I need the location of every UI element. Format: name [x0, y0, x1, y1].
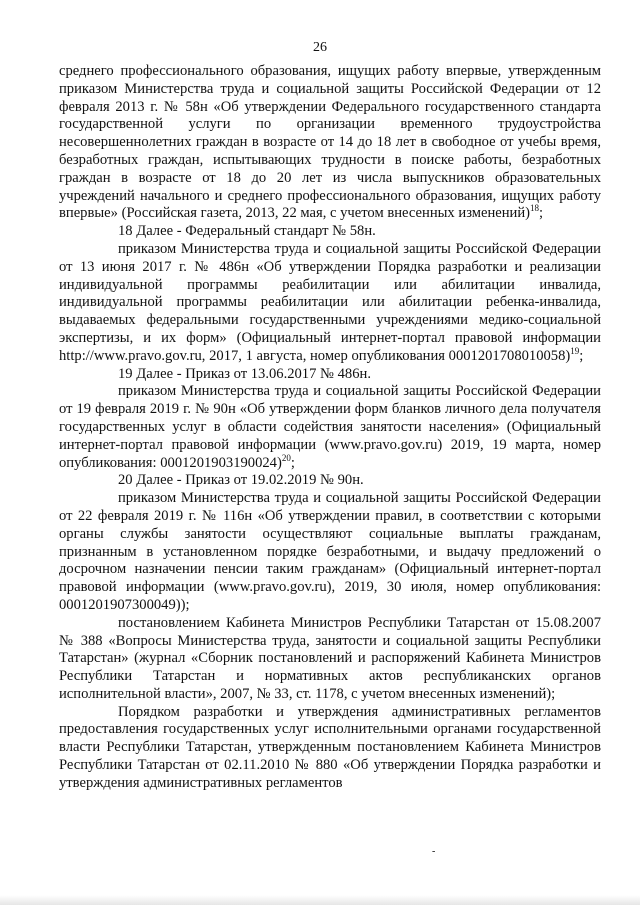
- footnote-20: [59, 472, 601, 490]
- paragraph-resolution-388: [59, 615, 601, 704]
- bottom-mark: -: [432, 846, 436, 857]
- paragraph-order-58n: [59, 63, 601, 223]
- paragraph-text: постановлением Кабинета Министров Республики Татарстан от 15.08.2007 № 388 «Вопросы Министерства труда, занятости и социальной защиты Республики Татарстан» (журнал «Сборник постановлений и распоряжений Кабинета Министров Республики Татарстан и нормативных актов республиканских органов исполнительной власти», 2007, № 33, ст. 1178, с учетом внесенных изменений);: [59, 614, 601, 702]
- footnote-ref: 19: [570, 345, 580, 356]
- paragraph-order-90n: [59, 383, 601, 472]
- footnote-ref: 18: [530, 203, 540, 214]
- paragraph-tail: ;: [539, 205, 544, 222]
- paragraph-text: Порядком разработки и утверждения административных регламентов предоставления государственных услуг исполнительными органами государственной власти Республики Татарстан, утвержденным постановлением Кабинета Министров Республики Татарстан от 02.11.2010 № 880 «Об утверждении Порядка разработки и утверждения административных регламентов: [59, 703, 601, 791]
- paragraph-order-486n: [59, 241, 601, 366]
- document-body: [59, 63, 601, 793]
- scan-edge-shade: [0, 895, 640, 905]
- paragraph-text: 18 Далее - Федеральный стандарт № 58н.: [118, 223, 376, 240]
- paragraph-text: среднего профессионального образования, ищущих работу впервые, утвержденным приказом Министерства труда и социальной защиты Российской Федерации от 12 февраля 2013 г. № 58н «Об утверждении Федерального государственного стандарта государственной услуги по организации временного трудоустройства несовершеннолетних граждан в возрасте от 14 до 18 лет в свободное от учебы время, безработных граждан, испытывающих трудности в поиске работы, безработных граждан в возрасте от 18 до 20 лет из числа выпускников образовательных учреждений начального и среднего профессионального образования, ищущих работу впервые» (Российская газета, 2013, 22 мая, с учетом внесенных изменений): [59, 63, 601, 222]
- paragraph-text: приказом Министерства труда и социальной защиты Российской Федерации от 22 февраля 2019 г. № 116н «Об утверждении правил, в соответствии с которыми органы службы занятости осуществляют социальные выплаты гражданам, признанным в установленном порядке безработными, и выдачу предложений о досрочном назначении пенсии таким гражданам» (Официальный интернет-портал правовой информации (www.pravo.gov.ru), 2019, 30 июля, номер опубликования: 0001201907300049));: [59, 490, 601, 613]
- footnote-ref: 20: [281, 452, 291, 463]
- paragraph-tail: ;: [290, 454, 295, 471]
- paragraph-text: 20 Далее - Приказ от 19.02.2019 № 90н.: [118, 472, 364, 489]
- paragraph-order-116n: [59, 490, 601, 615]
- footnote-19: [59, 366, 601, 384]
- paragraph-tail: ;: [579, 347, 584, 364]
- paragraph-order-880: [59, 704, 601, 793]
- paragraph-text: 19 Далее - Приказ от 13.06.2017 № 486н.: [118, 365, 371, 382]
- paragraph-text: приказом Министерства труда и социальной защиты Российской Федерации от 13 июня 2017 г. № 486н «Об утверждении Порядка разработки и реализации индивидуальной программы реабилитации или абилитации инвалида, индивидуальной программы реабилитации или абилитации ребенка-инвалида, выдаваемых федеральными государственными учреждениями медико-социальной экспертизы, и их форм» (Официальный интернет-портал правовой информации http://www.pravo.gov.ru, 2017, 1 августа, номер опубликования 0001201708010058): [59, 240, 601, 364]
- footnote-18: [59, 223, 601, 241]
- page-number: 26: [313, 40, 327, 55]
- paragraph-text: приказом Министерства труда и социальной защиты Российской Федерации от 19 февраля 2019 г. № 90н «Об утверждении форм бланков личного дела получателя государственных услуг в области содействия занятости населения» (Официальный интернет-портал правовой информации (www.pravo.gov.ru) 2019, 19 марта, номер опубликования: 0001201903190024): [59, 383, 601, 471]
